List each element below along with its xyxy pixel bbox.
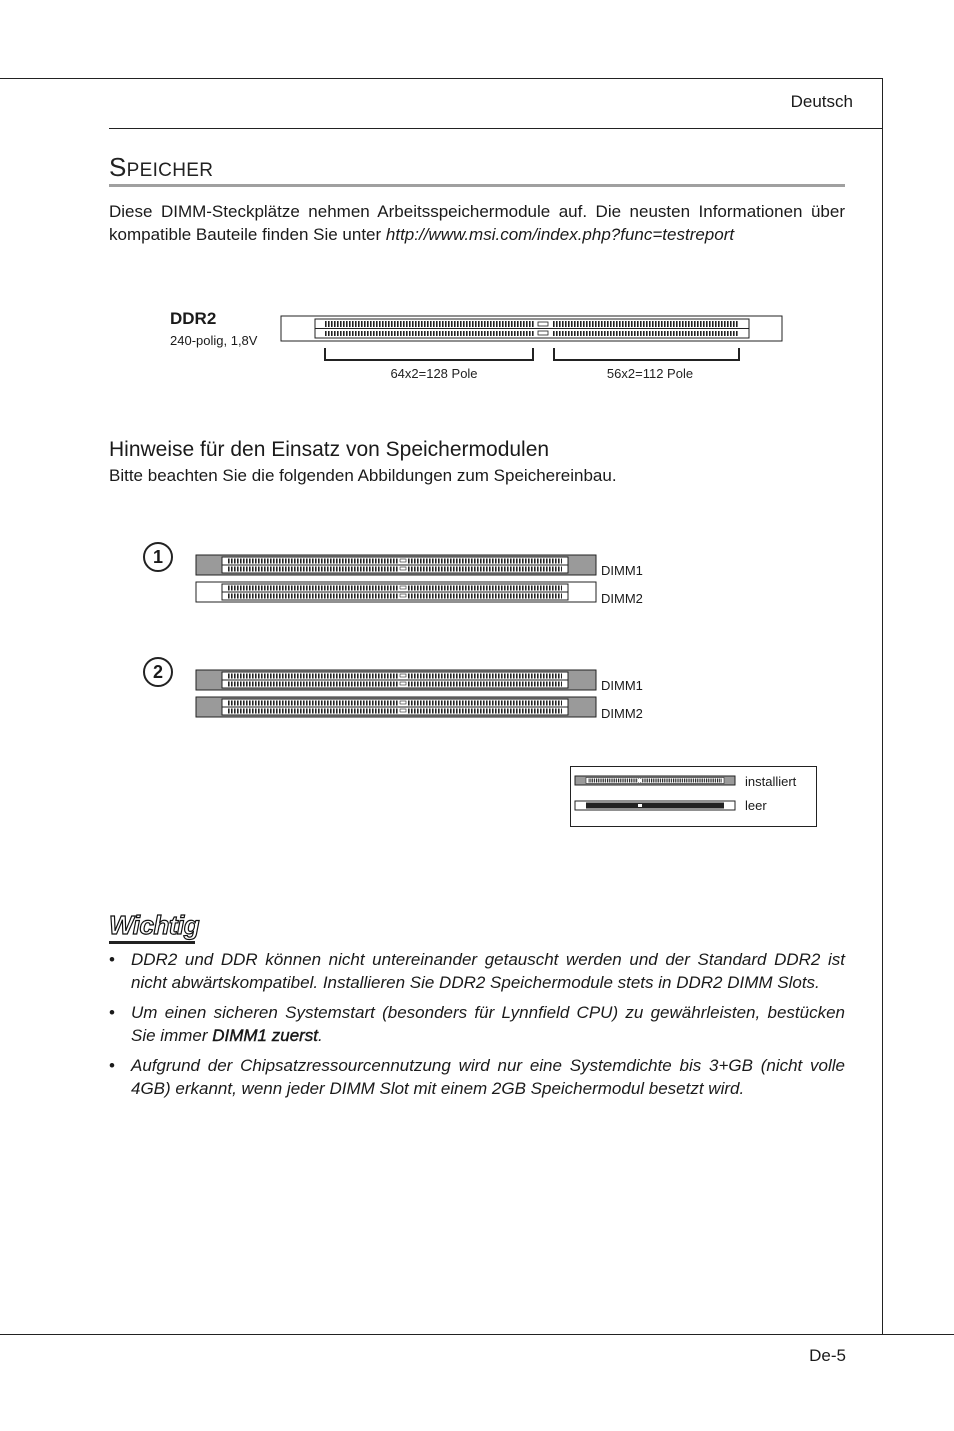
important-item-3: • Aufgrund der Chipsatzressourcennutzung wird nur eine Systemdichte bis 3+GB (nicht volle 4GB) erkannt, wenn jeder DIMM Slot mit einem 2GB Speichermodul besetzt wird. (109, 1056, 845, 1098)
important-item-3-text: Aufgrund der Chipsatzressourcennutzung wird nur eine Systemdichte bis 3+GB (nicht volle 4GB) erkannt, wenn jeder DIMM Slot mit einem 2GB Speichermodul besetzt wird. (131, 1056, 845, 1098)
config-2-slots (195, 669, 598, 719)
important-item-2-text: Um einen sicheren Systemstart (besonders für Lynnfield CPU) zu gewährleisten, bestücken Sie immer (131, 1003, 845, 1045)
important-item-2: • Um einen sicheren Systemstart (besonders für Lynnfield CPU) zu gewährleisten, bestücken Sie immer DIMM1 zuerst. (109, 1003, 845, 1045)
top-frame-line (0, 78, 883, 79)
config-1-dimm2-label: DIMM2 (601, 591, 643, 606)
ddr2-pin-diagram (280, 314, 784, 386)
hints-title: Hinweise für den Einsatz von Speichermodulen (109, 438, 550, 461)
left-bracket-label: 64x2=128 Pole (390, 366, 478, 381)
config-1-slots (195, 554, 598, 604)
section-title-rest: PEICHER (126, 160, 214, 181)
config-2-dimm1-label: DIMM1 (601, 678, 643, 693)
config-badge-1: 1 (143, 542, 173, 572)
ddr-type-label: DDR2 (170, 309, 217, 328)
page-number: De-5 (809, 1346, 846, 1365)
legend-installed-label: installiert (745, 774, 797, 789)
config-2-dimm2-label: DIMM2 (601, 706, 643, 721)
config-badge-2: 2 (143, 657, 173, 687)
important-item-2-end: . (318, 1026, 323, 1045)
important-item-1-text: DDR2 und DDR können nicht untereinander getauscht werden und der Standard DDR2 ist nicht abwärtskompatibel. Installieren Sie DDR2 Speichermodule stets in DDR2 DIMM Slots. (131, 950, 845, 992)
hints-subtitle: Bitte beachten Sie die folgenden Abbildungen zum Speichereinbau. (109, 466, 617, 485)
section-title-initial: S (109, 152, 127, 182)
language-label: Deutsch (790, 92, 853, 111)
ddr-spec-label: 240-polig, 1,8V (170, 333, 258, 348)
important-title: Wichtig (109, 910, 200, 940)
intro-paragraph (109, 200, 845, 246)
important-list (109, 948, 845, 1100)
legend-swatches (574, 774, 740, 814)
legend-empty-label: leer (745, 798, 767, 813)
config-1-dimm1-label: DIMM1 (601, 563, 643, 578)
right-bracket-label: 56x2=112 Pole (606, 366, 694, 381)
important-item-2-highlight: DIMM1 zuerst (212, 1026, 319, 1045)
right-frame-line (882, 78, 883, 1335)
header-rule (109, 128, 883, 129)
bottom-frame-line (0, 1334, 954, 1335)
important-item-1: • DDR2 und DDR können nicht untereinander getauscht werden und der Standard DDR2 ist nicht abwärtskompatibel. Installieren Sie DDR2 Speichermodule stets in DDR2 DIMM Slots. (109, 950, 845, 992)
intro-link[interactable]: http://www.msi.com/index.php?func=testreport (385, 225, 735, 244)
section-title-rule (109, 184, 845, 187)
section-title (109, 152, 213, 183)
intro-text: Diese DIMM-Steckplätze nehmen Arbeitsspeichermodule auf. Die neusten Informationen über kompatible Bauteile finden Sie unter (109, 202, 845, 244)
important-title-rule (109, 941, 195, 944)
